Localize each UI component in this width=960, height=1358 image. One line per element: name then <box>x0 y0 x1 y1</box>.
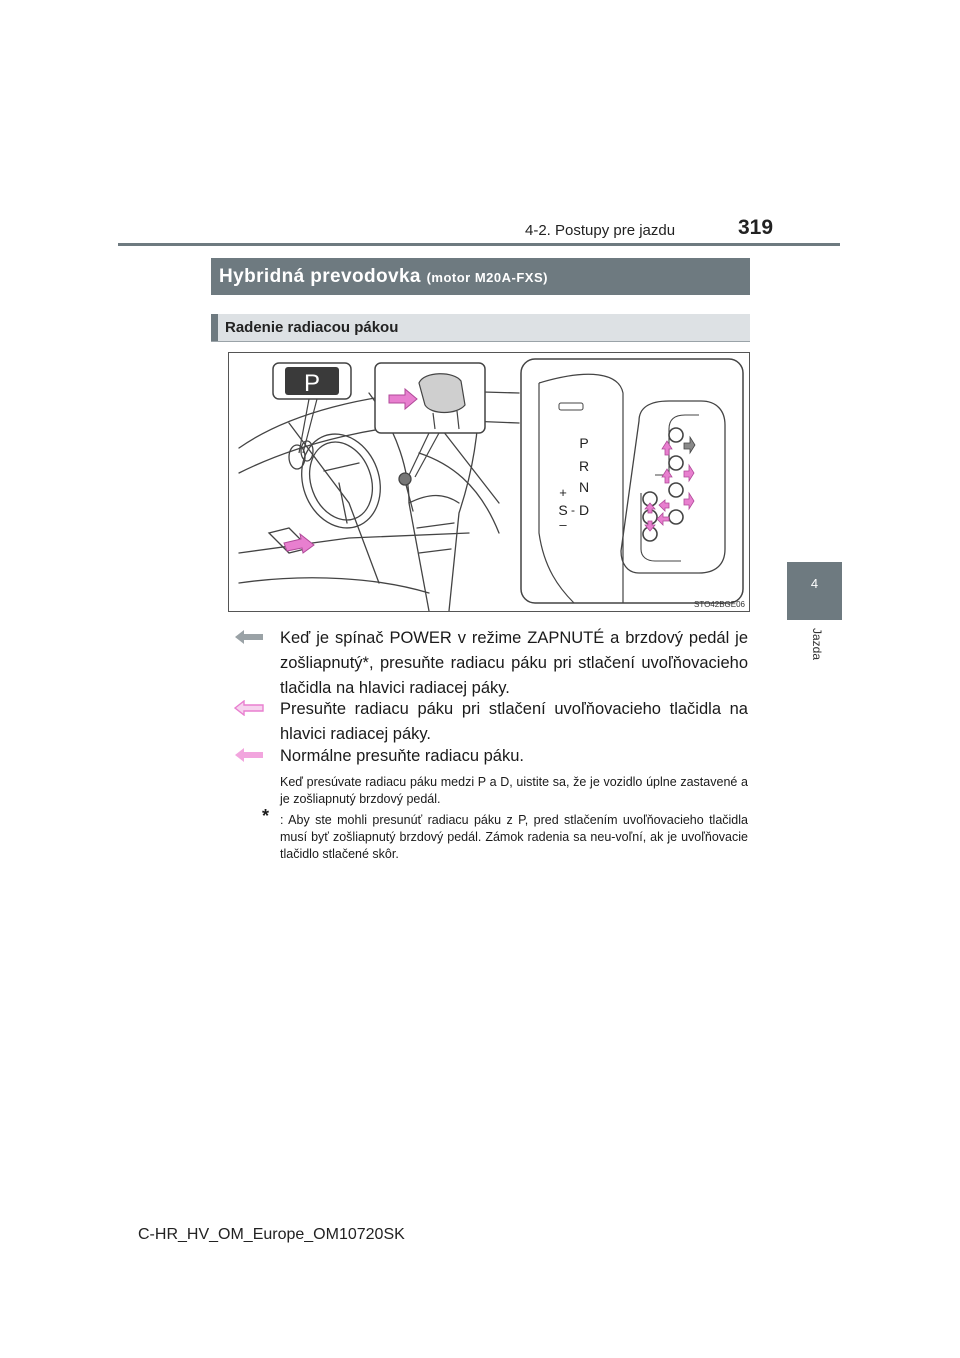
gate-letter-r: R <box>578 458 590 474</box>
s-label-s: S <box>558 502 568 518</box>
pink-outline-arrow-icon <box>234 700 264 716</box>
pink-arrow-icon <box>234 747 264 763</box>
chapter-tab <box>787 562 842 620</box>
gate-letter-p: P <box>579 435 589 451</box>
subheading <box>211 314 750 342</box>
shift-lever-illustration <box>228 352 750 612</box>
chapter-label-wrapper <box>800 628 830 688</box>
gate-letter-n: N <box>578 479 590 495</box>
section-heading <box>211 258 750 295</box>
heading-main: Hybridná prevodovka <box>219 266 421 287</box>
gate-panel <box>521 359 743 603</box>
chapter-number: 4 <box>810 576 819 591</box>
s-label-minus: – <box>559 517 567 532</box>
knob-callout <box>375 363 485 477</box>
item-text: Normálne presuňte radiacu páku. <box>280 747 524 765</box>
p-indicator-callout <box>273 363 351 453</box>
s-label-dash: - <box>571 503 575 517</box>
indicator-letter: P <box>303 370 321 397</box>
gate-letter-d: D <box>578 502 590 518</box>
header-rule <box>118 243 840 246</box>
subheading-text: Radenie radiacou pákou <box>225 319 399 336</box>
illustration-svg <box>229 353 749 611</box>
page-number: 319 <box>738 216 774 239</box>
footnote-text: : Aby ste mohli presunúť radiacu páku z P, pred stlačením uvoľňovacieho tlačidla musí byť zošliapnutý brzdový pedál. Zámok radenia sa neu-voľní, ak je uvoľňovacie tlačidlo stlačené skôr. <box>280 813 748 861</box>
s-label-plus: + <box>559 485 567 500</box>
footer-doc-id: C-HR_HV_OM_Europe_OM10720SK <box>138 1226 405 1243</box>
gray-arrow-icon <box>234 629 264 645</box>
footnote-marker: * <box>262 806 270 826</box>
note-text: Keď presúvate radiacu páku medzi P a D, uistite sa, že je vozidlo úplne zastavené a je zošliapnutý brzdový pedál. <box>280 775 748 806</box>
item-text: Keď je spínač POWER v režime ZAPNUTÉ a brzdový pedál je zošliapnutý*, presuňte radiacu páku pri stlačení uvoľňovacieho tlačidla na hlavici radiacej páky. <box>280 629 748 697</box>
subheading-accent <box>211 314 218 341</box>
chapter-label: Jazda <box>810 628 824 661</box>
heading-sub: (motor M20A-FXS) <box>426 270 548 285</box>
section-title: 4-2. Postupy pre jazdu <box>525 222 676 239</box>
illustration-code: STO42BGE06 <box>694 600 745 609</box>
item-text: Presuňte radiacu páku pri stlačení uvoľňovacieho tlačidla na hlavici radiacej páky. <box>280 700 748 743</box>
